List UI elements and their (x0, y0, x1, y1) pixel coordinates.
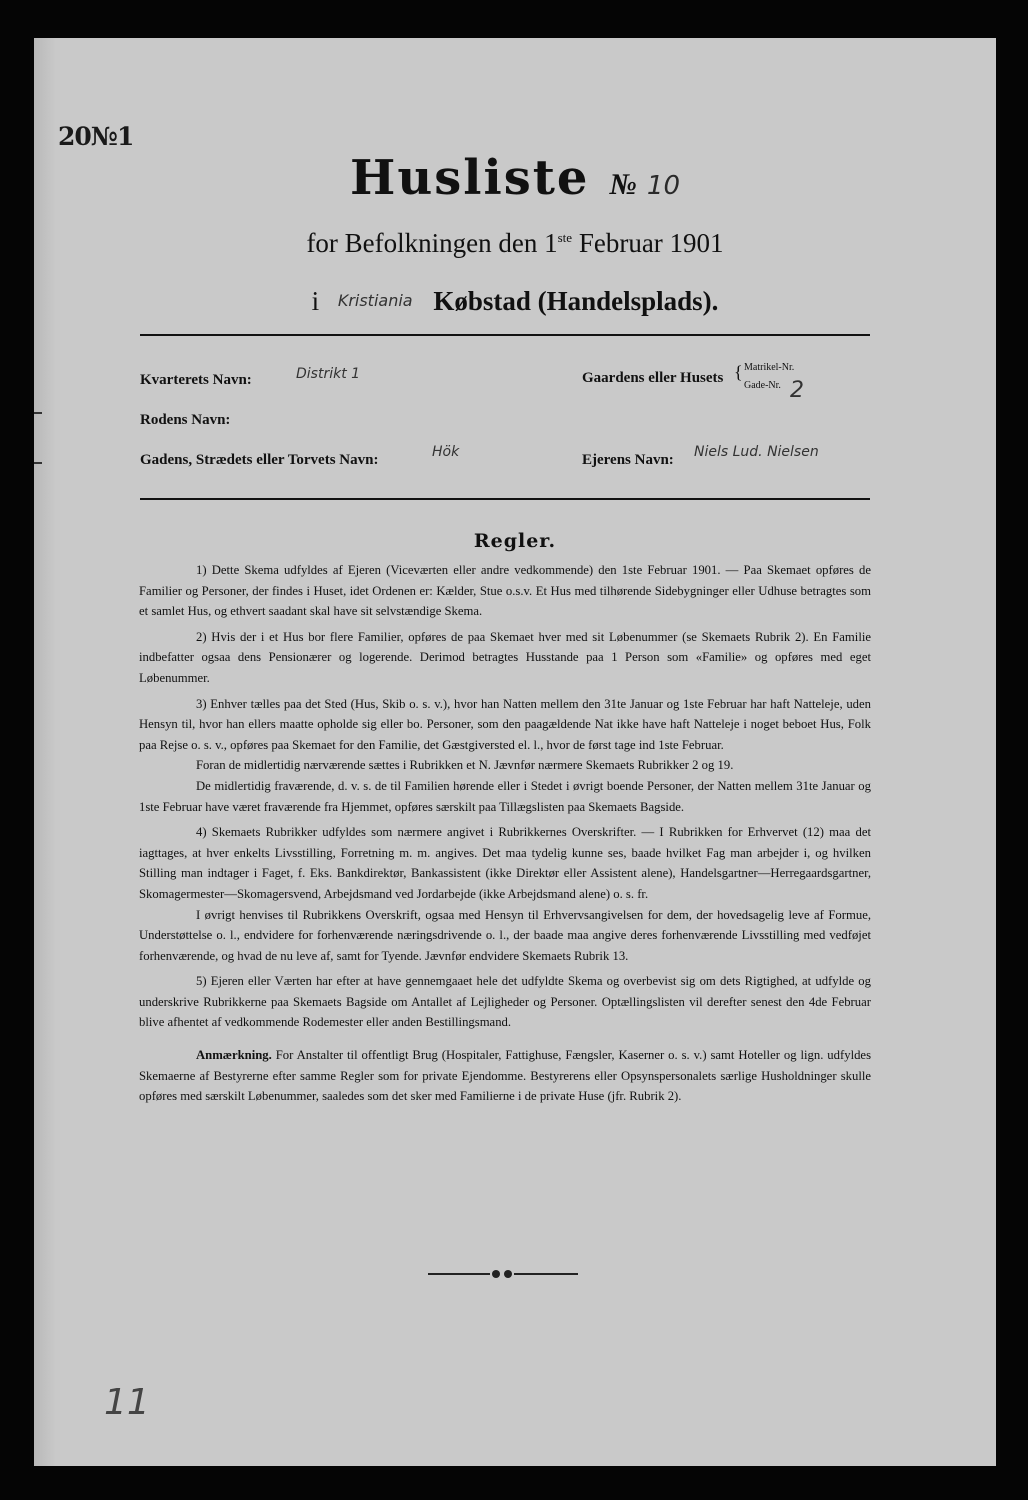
place-line (34, 286, 996, 317)
rule-paragraph: Foran de midlertidig nærværende sættes i Rubrikken et N. Jævnfør nærmere Skemaets Rubrikker 2 og 19. (196, 758, 734, 773)
ejer-label: Ejerens Navn: (582, 452, 674, 468)
brace: { (734, 362, 743, 382)
rules-title: Regler. (473, 530, 557, 552)
rules-body (139, 560, 871, 1112)
note-text: For Anstalter til offentligt Brug (Hospitaler, Fattighuse, Fængsler, Kaserner o. s. v.) samt Hoteller og lign. udfyldes Skemaerne af Bestyrerne efter samme Regler som for private Ejendomme. Bestyrerens eller Opsynspersonalets særlige Husholdninger skulle opføres med særskilt Løbenummer, saaledes som det sker med Familierne i de private Huse (jfr. Rubrik 2). (139, 1048, 872, 1104)
place-prefix: i (311, 286, 320, 316)
rule-paragraph: 4) Skemaets Rubrikker udfyldes som nærmere angivet i Rubrikkernes Overskrifter. — I Rubrikken for Erhvervet (12) maa det iagttages, at hver enkelts Livsstilling, Forretning m. m. angives. Det maa tydelig kunne ses, baade hvilket Fag man arbejder i, og hvilken Stilling man indtager i Faget, f. Eks. Bankdirektør, Bankassistent (ikke Direktør eller Assistent alene), Handelsgartner—Herregaardsgartner, Skomagermester—Skomagersvend, Arbejdsmand ved Jordarbejde (ikke Arbejdsmand alene) o. s. fr. (139, 825, 871, 901)
subtitle-sup: ste (557, 230, 573, 245)
subtitle (34, 228, 996, 259)
rule-paragraph: 1) Dette Skema udfyldes af Ejeren (Viceværten eller andre vedkommende) den 1ste Februar 1901. — Paa Skemaet opføres de Familier og Personer, der findes i Huset, idet Ordenen er: Kælder, Stue o.s.v. Et Hus med tilhørende Sidebygninger eller Udhuse betragtes som et samlet Hus, og ethvert saadant skal have sit selvstændige Skema. (139, 563, 871, 619)
kvarter-label: Kvarterets Navn: (140, 372, 252, 388)
gadenr-value: 2 (790, 378, 804, 403)
gade-label: Gadens, Strædets eller Torvets Navn: (140, 452, 379, 468)
archive-stamp: 20№1 (58, 122, 134, 151)
margin-mark (34, 412, 42, 414)
kvarter-value: Distrikt 1 (296, 366, 361, 382)
matrikel-label: Matrikel-Nr. (744, 362, 795, 373)
rule-paragraph: 5) Ejeren eller Værten har efter at have gennemgaaet hele det udfyldte Skema og overbevist sig om dets Rigtighed, at udfylde og underskrive Rubrikkerne paa Skemaets Bagside om Antallet af Lejligheder og Personer. Optællingslisten vil derefter senest den 4de Februar blive afhentet af vedkommende Rodemester eller anden Bestillingsmand. (139, 974, 871, 1030)
number-label: № (609, 168, 637, 201)
top-rule (140, 334, 870, 336)
page-title: Husliste (349, 150, 590, 206)
handwritten-page-mark: 11 (104, 1382, 150, 1423)
bottom-rule (140, 498, 870, 500)
ejer-value: Niels Lud. Nielsen (694, 444, 819, 460)
gadenr-label: Gade-Nr. (744, 380, 781, 391)
rule-paragraph: De midlertidig fraværende, d. v. s. de til Familien hørende eller i Stedet i øvrigt boende Personer, der Natten mellem 31te Januar og 1ste Februar have været fraværende fra Hjemmet, opføres særskilt paa Tillægslisten paa Skemaets Bagside. (139, 778, 871, 814)
handwritten-place: Kristiania (337, 291, 413, 310)
title-row (34, 150, 996, 206)
ornament-divider (428, 1270, 578, 1278)
gaard-label: Gaardens eller Husets (582, 370, 724, 386)
roden-label: Rodens Navn: (140, 412, 231, 428)
rule-paragraph: I øvrigt henvises til Rubrikkens Overskrift, ogsaa med Hensyn til Erhvervsangivelsen for dem, der hovedsagelig leve af Formue, Understøttelse o. l., endvidere for forhenværende næringsdrivende o. l., der baade maa angive deres forhenværende Livsstilling med vedføjet forhenværende, og hvad de nu leve af, samt for Tyende. Jævnfør endvidere Skemaets Rubrik 13. (139, 907, 871, 963)
handwritten-number: 10 (646, 171, 681, 201)
note-paragraph (139, 1045, 871, 1107)
gade-value: Hök (432, 444, 460, 460)
subtitle-pre: for Befolkningen den 1 (306, 228, 558, 258)
margin-mark (34, 462, 42, 464)
place-type: Købstad (Handelsplads). (433, 286, 719, 316)
subtitle-post: Februar 1901 (572, 228, 724, 258)
rule-paragraph: 3) Enhver tælles paa det Sted (Hus, Skib o. s. v.), hvor han Natten mellem den 31te Januar og 1ste Februar har haft Natteleje, uden Hensyn til, hvor han ellers maatte opholde sig eller bo. Personer, som den paagældende Nat ikke have haft Natteleje i noget beboet Hus, Folk paa Rejse o. s. v., opføres paa Skemaet for den Familie, det Gæstgiversted el. l., hvor de først tage ind 1ste Februar. (139, 696, 871, 752)
rule-paragraph: 2) Hvis der i et Hus bor flere Familier, opføres de paa Skemaet hver med sit Løbenummer (se Skemaets Rubrik 2). En Familie indbefatter ogsaa dens Pensionærer og logerende. Derimod betragtes Husstande paa 1 Person som «Familie» og opføres med eget Løbenummer. (139, 629, 871, 685)
note-label: Anmærkning. (196, 1048, 272, 1063)
document-page (34, 38, 996, 1466)
